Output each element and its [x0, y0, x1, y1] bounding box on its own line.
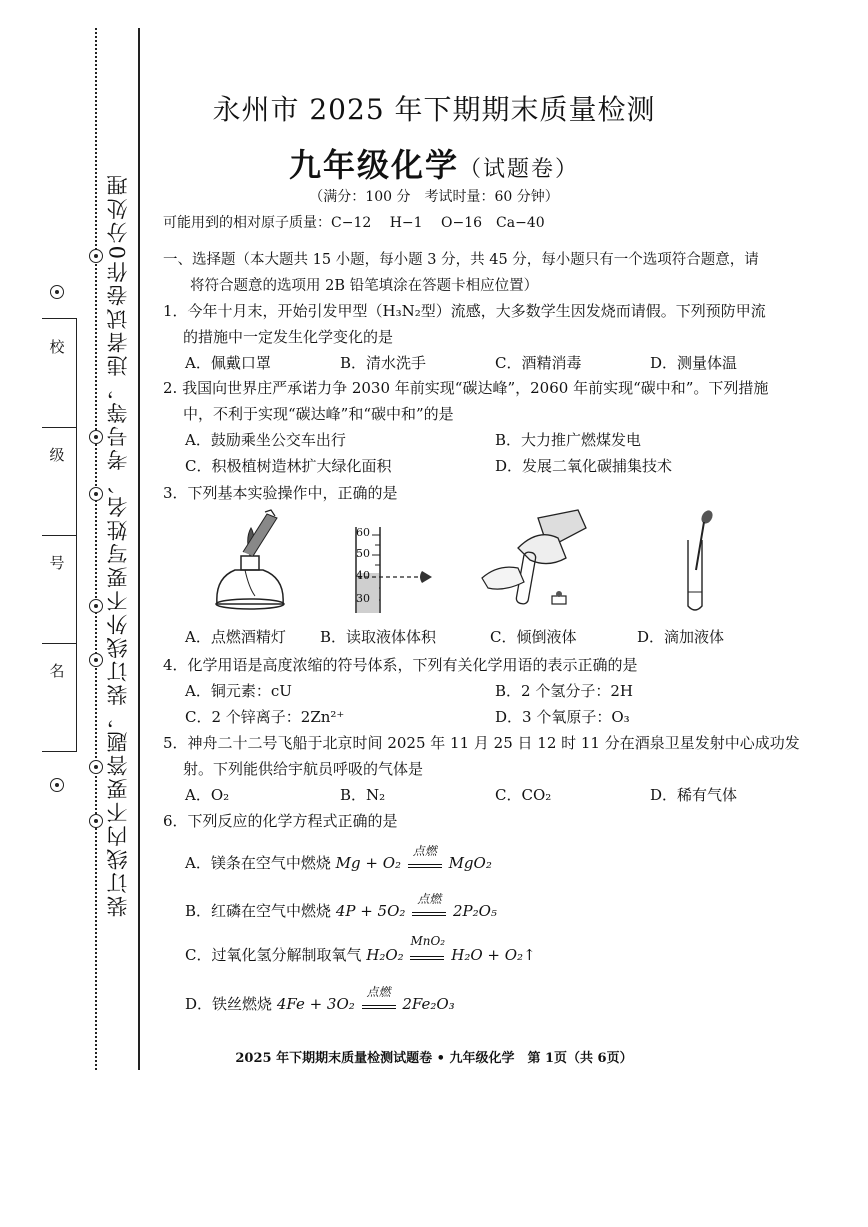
q3-option-d[interactable]: D．滴加液体: [637, 628, 725, 646]
q3-option-a[interactable]: A．点燃酒精灯: [185, 628, 286, 646]
name-field-label: 名: [49, 662, 65, 680]
binding-hole-icon: [89, 599, 103, 613]
q1-option-d[interactable]: D．测量体温: [650, 354, 738, 372]
binding-hole-icon: [89, 760, 103, 774]
q2-option-a[interactable]: A．鼓励乘坐公交车出行: [185, 431, 346, 449]
section-heading: 一、选择题（本大题共 15 小题，每小题 3 分，共 45 分，每小题只有一个选项符合题意，请: [163, 252, 759, 268]
equation-rhs: 2P₂O₅: [452, 902, 497, 920]
question-2-text: 2. 我国向世界庄严承诺力争 2030 年前实现“碳达峰”，2060 年前实现“碳中和”。下列措施: [163, 379, 769, 397]
equation-rhs: MgO₂: [448, 854, 492, 872]
atomic-mass-note: 可能用到的相对原子质量：C−12 H−1 O−16 Ca−40: [163, 215, 545, 231]
question-5-text: 5．神舟二十二号飞船于北京时间 2025 年 11 月 25 日 12 时 11 分在酒泉卫星发射中心成功发: [163, 734, 800, 752]
exam-number-field-label: 号: [49, 554, 65, 572]
binding-hole-icon: [50, 778, 64, 792]
school-field-label: 校: [49, 338, 65, 356]
binding-hole-icon: [89, 814, 103, 828]
equation-lhs: H₂O₂: [366, 946, 404, 964]
tick-label: 30: [356, 592, 370, 605]
q3-option-c[interactable]: C．倾倒液体: [490, 628, 577, 646]
condition-text: MnO₂: [410, 934, 446, 948]
equation-lhs: 4Fe + 3O₂: [276, 995, 355, 1013]
q5-option-a[interactable]: A．O₂: [185, 786, 230, 804]
equation-rhs: 2Fe₂O₃: [402, 995, 455, 1013]
q6-option-b[interactable]: [185, 892, 497, 921]
q6-option-label: B．红磷在空气中燃烧: [185, 902, 332, 920]
q6-option-label: D．铁丝燃烧: [185, 995, 273, 1013]
q1-option-c[interactable]: C．酒精消毒: [495, 354, 582, 372]
condition-text: 点燃: [412, 844, 437, 858]
section-heading-cont: 将符合题意的选项用 2B 铅笔填涂在答题卡相应位置）: [190, 278, 539, 294]
binding-hole-icon: [89, 653, 103, 667]
tick-label: 40: [356, 569, 370, 582]
binding-hole-icon: [89, 430, 103, 444]
binding-hole-icon: [89, 249, 103, 263]
question-2-text-cont: 中，不利于实现“碳达峰”和“碳中和”的是: [183, 405, 454, 423]
q2-option-d[interactable]: D．发展二氧化碳捕集技术: [495, 457, 673, 475]
q6-option-label: A．镁条在空气中燃烧: [185, 854, 331, 872]
class-field-label: 级: [49, 446, 65, 464]
q6-option-a[interactable]: [185, 844, 492, 873]
exam-info: （满分：100 分 考试时量：60 分钟）: [309, 189, 559, 205]
pouring-liquid-icon: [478, 508, 598, 618]
q2-option-b[interactable]: B．大力推广燃煤发电: [495, 431, 642, 449]
dropper-icon: [680, 510, 720, 615]
reaction-condition: [408, 844, 442, 868]
question-1-text-cont: 的措施中一定发生化学变化的是: [183, 328, 394, 346]
q4-option-b[interactable]: B．2 个氢分子：2H: [495, 682, 633, 700]
q3-option-b[interactable]: B．读取液体体积: [320, 628, 437, 646]
q4-option-d[interactable]: D．3 个氧原子：O₃: [495, 708, 630, 726]
student-info-box: [42, 318, 77, 752]
binding-hole-icon: [50, 285, 64, 299]
q1-option-b[interactable]: B．清水洗手: [340, 354, 427, 372]
alcohol-lamp-icon: [205, 508, 295, 618]
reaction-condition: [410, 934, 446, 960]
subject-suffix: （试题卷）: [459, 157, 580, 182]
q5-option-c[interactable]: C．CO₂: [495, 786, 552, 804]
page-footer: 2025 年下期期末质量检测试题卷 • 九年级化学 第 1页（共 6页）: [235, 1051, 633, 1066]
tick-label: 50: [356, 547, 370, 560]
question-1-text: 1．今年十月末，开始引发甲型（H₃N₂型）流感，大多数学生因发烧而请假。下列预防甲流: [163, 302, 766, 320]
q6-option-label: C．过氧化氢分解制取氧气: [185, 946, 362, 964]
q1-option-a[interactable]: A．佩戴口罩: [185, 354, 271, 372]
binding-warning-text: 装订线内不要答题，装订线外不要写姓名、考号等，违者试卷作0分处理: [106, 172, 130, 918]
q4-option-c[interactable]: C．2 个锌离子：2Zn²⁺: [185, 708, 345, 726]
q2-option-c[interactable]: C．积极植树造林扩大绿化面积: [185, 457, 392, 475]
equation-lhs: Mg + O₂: [335, 854, 402, 872]
question-6-text: 6．下列反应的化学方程式正确的是: [163, 812, 398, 830]
reaction-condition: [362, 985, 396, 1009]
condition-text: 点燃: [366, 985, 391, 999]
question-3-text: 3．下列基本实验操作中，正确的是: [163, 484, 398, 502]
equation-rhs: H₂O + O₂↑: [451, 946, 536, 964]
reaction-condition: [412, 892, 446, 916]
question-4-text: 4．化学用语是高度浓缩的符号体系，下列有关化学用语的表示正确的是: [163, 656, 638, 674]
binding-hole-icon: [89, 487, 103, 501]
tick-label: 60: [356, 526, 370, 539]
q6-option-c[interactable]: [185, 934, 536, 965]
q6-option-d[interactable]: [185, 985, 455, 1014]
equation-lhs: 4P + 5O₂: [335, 902, 406, 920]
condition-text: 点燃: [417, 892, 442, 906]
subject-title: [0, 140, 868, 186]
q5-option-d[interactable]: D．稀有气体: [650, 786, 738, 804]
q5-option-b[interactable]: B．N₂: [340, 786, 386, 804]
subject-name: 九年级化学: [288, 146, 459, 184]
q4-option-a[interactable]: A．铜元素：cU: [185, 682, 292, 700]
exam-title: 永州市 2025 年下期期末质量检测: [212, 93, 656, 126]
question-5-text-cont: 射。下列能供给宇航员呼吸的气体是: [183, 760, 424, 778]
